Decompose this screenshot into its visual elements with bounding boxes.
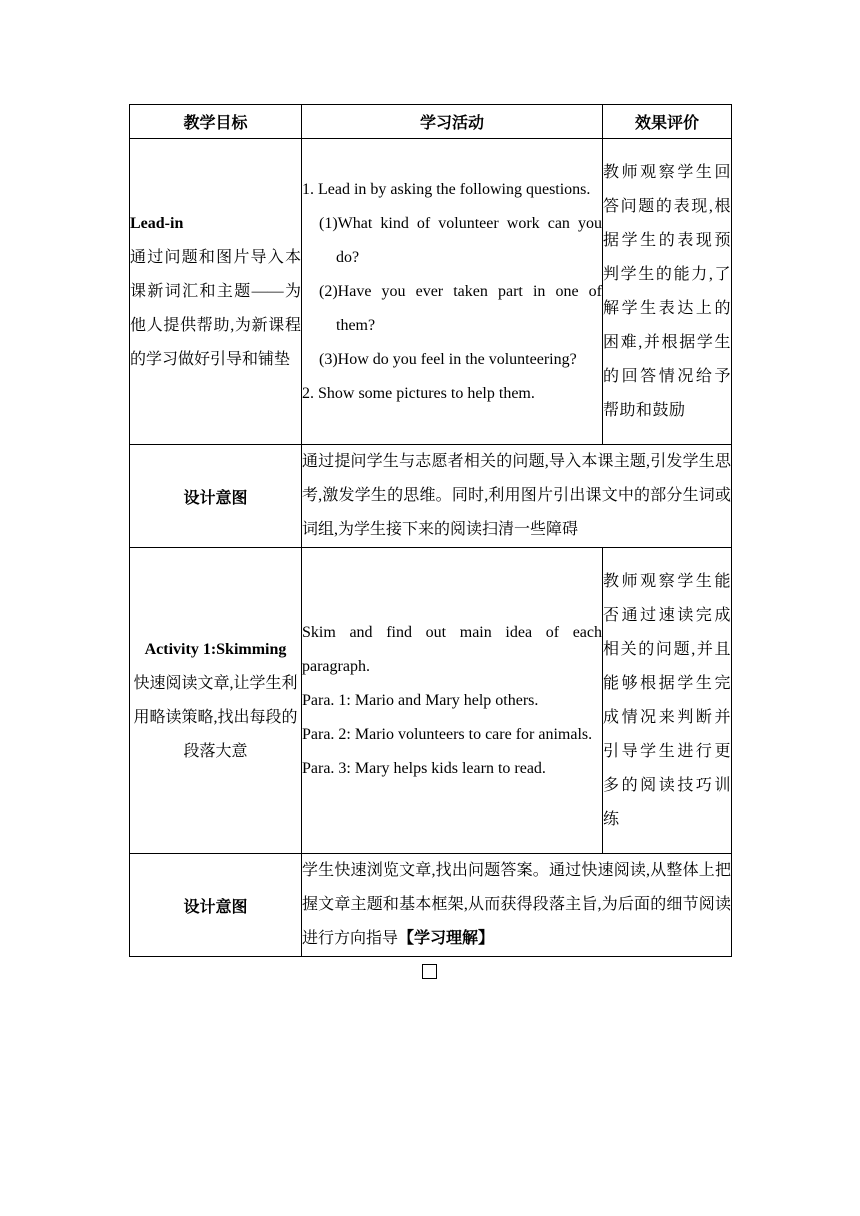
leadin-objective-cell — [130, 139, 302, 445]
activity1-objective-cell — [130, 548, 302, 854]
header-objective: 教学目标 — [130, 105, 302, 139]
activity1-task: Skim and find out main idea of each paragraph. — [302, 623, 602, 675]
design1-row — [130, 445, 732, 548]
leadin-activities-cell — [302, 139, 603, 445]
leadin-question-2: (2)Have you ever taken part in one of them? — [319, 282, 602, 334]
leadin-activity-1: 1. Lead in by asking the following questions. — [302, 180, 591, 198]
leadin-objective: 通过问题和图片导入本课新词汇和主题——为他人提供帮助,为新课程的学习做好引导和铺垫 — [130, 248, 301, 368]
activity1-evaluation: 教师观察学生能否通过速读完成相关的问题,并且能够根据学生完成情况来判断并引导学生进行更多的阅读技巧训练 — [603, 548, 732, 854]
design1-label: 设计意图 — [130, 445, 302, 548]
leadin-evaluation: 教师观察学生回答问题的表现,根据学生的表现预判学生的能力,了解学生表达上的困难,并根据学生的回答情况给予帮助和鼓励 — [603, 139, 732, 445]
leadin-title: Lead-in — [130, 214, 184, 232]
design2-tag: 【学习理解】 — [398, 930, 495, 947]
header-row — [130, 105, 732, 139]
activity1-row — [130, 548, 732, 854]
lesson-plan-table — [129, 104, 732, 957]
leadin-question-1: (1)What kind of volunteer work can you do? — [319, 214, 602, 266]
checkbox-square-icon — [422, 964, 437, 979]
activity1-para-3: Para. 3: Mary helps kids learn to read. — [302, 759, 546, 777]
activity1-para-1: Para. 1: Mario and Mary help others. — [302, 691, 539, 709]
design2-label: 设计意图 — [130, 854, 302, 957]
activity1-para-2: Para. 2: Mario volunteers to care for animals. — [302, 725, 593, 743]
activity1-objective: 快速阅读文章,让学生利用略读策略,找出每段的段落大意 — [133, 674, 298, 760]
design2-cell — [302, 854, 732, 957]
design2-text: 学生快速浏览文章,找出问题答案。通过快速阅读,从整体上把握文章主题和基本框架,从而获得段落主旨,为后面的细节阅读进行方向指导 — [302, 862, 731, 947]
leadin-question-3: (3)How do you feel in the volunteering? — [319, 350, 577, 368]
design2-row — [130, 854, 732, 957]
leadin-activity-2: 2. Show some pictures to help them. — [302, 384, 535, 402]
header-evaluation: 效果评价 — [603, 105, 732, 139]
activity1-title: Activity 1:Skimming — [144, 640, 287, 658]
header-activities: 学习活动 — [302, 105, 603, 139]
activity1-activities-cell — [302, 548, 603, 854]
leadin-row — [130, 139, 732, 445]
design1-text: 通过提问学生与志愿者相关的问题,导入本课主题,引发学生思考,激发学生的思维。同时,利用图片引出课文中的部分生词或词组,为学生接下来的阅读扫清一些障碍 — [302, 445, 732, 548]
